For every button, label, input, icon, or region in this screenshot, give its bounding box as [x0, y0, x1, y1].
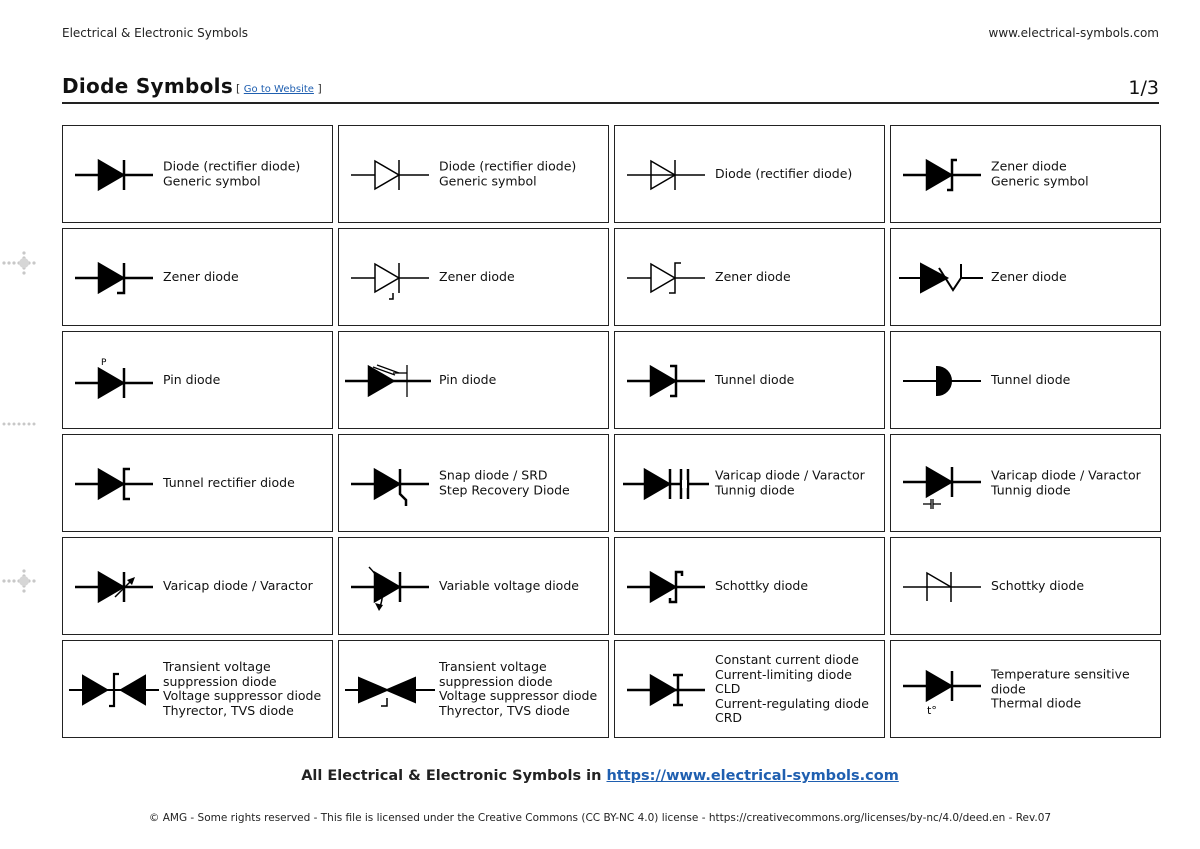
thermal-diode-icon	[897, 660, 987, 720]
page-title: Diode Symbols	[62, 74, 234, 98]
symbol-cell	[890, 434, 1161, 532]
side-nav-dots-icon[interactable]	[0, 569, 40, 593]
zener-diode-outline-icon	[621, 248, 711, 308]
tunnel-diode-half-circle-icon	[897, 351, 987, 411]
symbol-cell	[614, 640, 885, 738]
symbol-label: Pin diode	[439, 371, 497, 387]
header-site-url[interactable]: www.electrical-symbols.com	[988, 26, 1159, 40]
schottky-diode-filled-icon	[621, 557, 711, 617]
diode-outline-icon	[621, 145, 711, 205]
zener-diode-slanted-icon	[897, 248, 987, 308]
symbol-cell	[62, 640, 333, 738]
zener-diode-outline-icon	[345, 248, 435, 308]
symbol-label: Transient voltage suppression diode Voltage suppressor diode Thyrector, TVS diode	[439, 659, 598, 718]
tunnel-diode-icon	[621, 351, 711, 411]
symbol-cell	[338, 228, 609, 326]
zener-diode-filled-icon	[69, 248, 159, 308]
symbol-label: Varicap diode / Varactor Tunnig diode	[991, 467, 1141, 497]
symbol-cell	[614, 125, 885, 223]
symbol-label: Zener diode Generic symbol	[991, 158, 1089, 188]
symbol-label: Diode (rectifier diode) Generic symbol	[163, 158, 301, 188]
symbol-label: Constant current diode Current-limiting diode CLD Current-regulating diode CRD	[715, 651, 869, 725]
tvs-diode-icon	[345, 660, 435, 720]
symbol-cell	[614, 537, 885, 635]
tvs-diode-filled-icon	[69, 660, 159, 720]
pin-diode-icon	[69, 351, 159, 411]
symbol-cell	[614, 331, 885, 429]
header-site-name: Electrical & Electronic Symbols	[62, 26, 249, 40]
symbol-label: Tunnel diode	[715, 371, 795, 387]
symbol-label: Zener diode	[163, 268, 239, 284]
title-bar	[62, 74, 1159, 104]
symbol-label: Zener diode	[439, 268, 515, 284]
symbol-label: Varicap diode / Varactor	[163, 577, 313, 593]
symbol-cell	[338, 125, 609, 223]
symbol-cell	[62, 125, 333, 223]
symbol-label: Zener diode	[715, 268, 791, 284]
symbol-label: Diode (rectifier diode)	[715, 165, 853, 181]
symbol-cell	[62, 434, 333, 532]
symbol-label: Temperature sensitive diode Thermal diode	[991, 666, 1130, 711]
symbol-label: Varicap diode / Varactor Tunnig diode	[715, 467, 865, 497]
symbol-label: Tunnel diode	[991, 371, 1071, 387]
diode-outline-icon	[345, 145, 435, 205]
symbol-cell	[62, 228, 333, 326]
go-to-website-link[interactable]: Go to Website	[243, 84, 314, 95]
footer-prefix: All Electrical & Electronic Symbols in	[301, 768, 602, 784]
bracket-open: [	[236, 82, 241, 95]
symbol-cell	[338, 331, 609, 429]
symbol-label: Pin diode	[163, 371, 221, 387]
symbol-cell	[614, 228, 885, 326]
symbol-cell	[890, 125, 1161, 223]
symbol-cell	[338, 537, 609, 635]
license-text: © AMG - Some rights reserved - This file is licensed under the Creative Commons (CC BY-NC 4.0) license - https://creativecommons.org/licenses/by-nc/4.0/deed.en - Rev.07	[148, 812, 1052, 824]
symbol-cell	[890, 640, 1161, 738]
schottky-diode-outline-icon	[897, 557, 987, 617]
varicap-diode-capacitor-icon	[897, 454, 987, 514]
symbol-label: Snap diode / SRD Step Recovery Diode	[439, 467, 570, 497]
symbol-label: Diode (rectifier diode) Generic symbol	[439, 158, 577, 188]
pin-diode-hatched-icon	[345, 351, 435, 411]
go-to-website-wrap	[236, 82, 322, 95]
page-number: 1/3	[1128, 77, 1159, 99]
constant-current-diode-icon	[621, 660, 711, 720]
variable-voltage-diode-icon	[345, 557, 435, 617]
pin-p-label: P	[101, 358, 107, 368]
symbol-label: Variable voltage diode	[439, 577, 579, 593]
diode-filled-icon	[69, 145, 159, 205]
symbol-grid	[62, 125, 1161, 738]
footer-website-link[interactable]: https://www.electrical-symbols.com	[606, 768, 899, 784]
side-nav-dots-icon[interactable]	[0, 251, 40, 275]
symbol-cell	[614, 434, 885, 532]
symbol-cell	[62, 537, 333, 635]
symbol-cell	[890, 228, 1161, 326]
tunnel-rectifier-diode-icon	[69, 454, 159, 514]
zener-diode-filled-icon	[897, 145, 987, 205]
symbol-cell	[338, 434, 609, 532]
symbol-label: Tunnel rectifier diode	[163, 474, 295, 490]
varicap-diode-arrow-icon	[69, 557, 159, 617]
symbol-label: Schottky diode	[715, 577, 809, 593]
symbol-cell	[338, 640, 609, 738]
symbol-cell	[890, 331, 1161, 429]
symbol-label: Schottky diode	[991, 577, 1085, 593]
symbol-cell	[890, 537, 1161, 635]
snap-diode-icon	[345, 454, 435, 514]
side-nav-dots-icon[interactable]	[0, 412, 40, 436]
bracket-close: ]	[317, 82, 322, 95]
symbol-label: Transient voltage suppression diode Voltage suppressor diode Thyrector, TVS diode	[163, 659, 322, 718]
temperature-label: t°	[927, 704, 937, 717]
footer-promo	[0, 768, 1200, 784]
varicap-diode-icon	[621, 454, 711, 514]
symbol-cell	[62, 331, 333, 429]
symbol-label: Zener diode	[991, 268, 1067, 284]
